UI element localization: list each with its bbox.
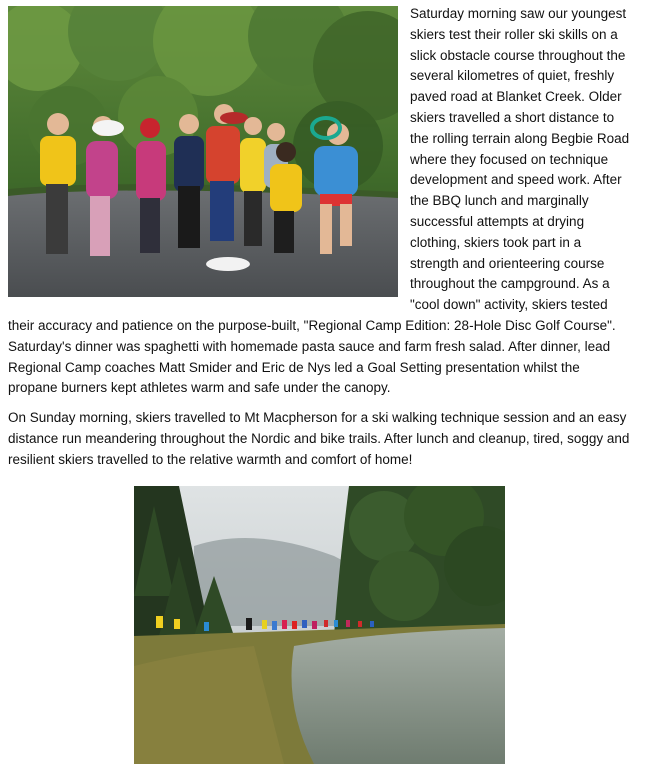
paragraph-saturday-text: Saturday morning saw our youngest skiers test their roller ski skills on a slick obstacle course throughout the several kilometres of quiet, freshly paved road at Blanket Creek. Older skiers travelled a short distance to the rolling terrain along Begbie Road where they focused on technique development and speed work. After the BBQ lunch and marginally successful attempts at drying clothing, skiers took part in a strength and orienteering course throughout the campground. As a "cool down" activity, skiers tested their accuracy and patience on the purpose-built, "Regional Camp Edition: 28-Hole Disc Golf Course". Saturday's dinner was spaghetti with homemade pasta sauce and farm fresh salad. After dinner, lead Regional Camp coaches Matt Smider and Eric de Nys led a Goal Setting presentation whilst the propane burners kept athletes warm and safe under the canopy. xyxy=(8,6,630,396)
paragraph-sunday: On Sunday morning, skiers travelled to Mt Macpherson for a ski walking technique session and an easy distance run meandering throughout the Nordic and bike trails. After lunch and cleanup, tired, soggy and resilient skiers travelled to the relative warmth and comfort of home! xyxy=(8,410,630,467)
photo-skiers-group xyxy=(8,6,398,297)
trees-right xyxy=(334,486,505,636)
photo-skiers-by-pond xyxy=(134,486,505,764)
